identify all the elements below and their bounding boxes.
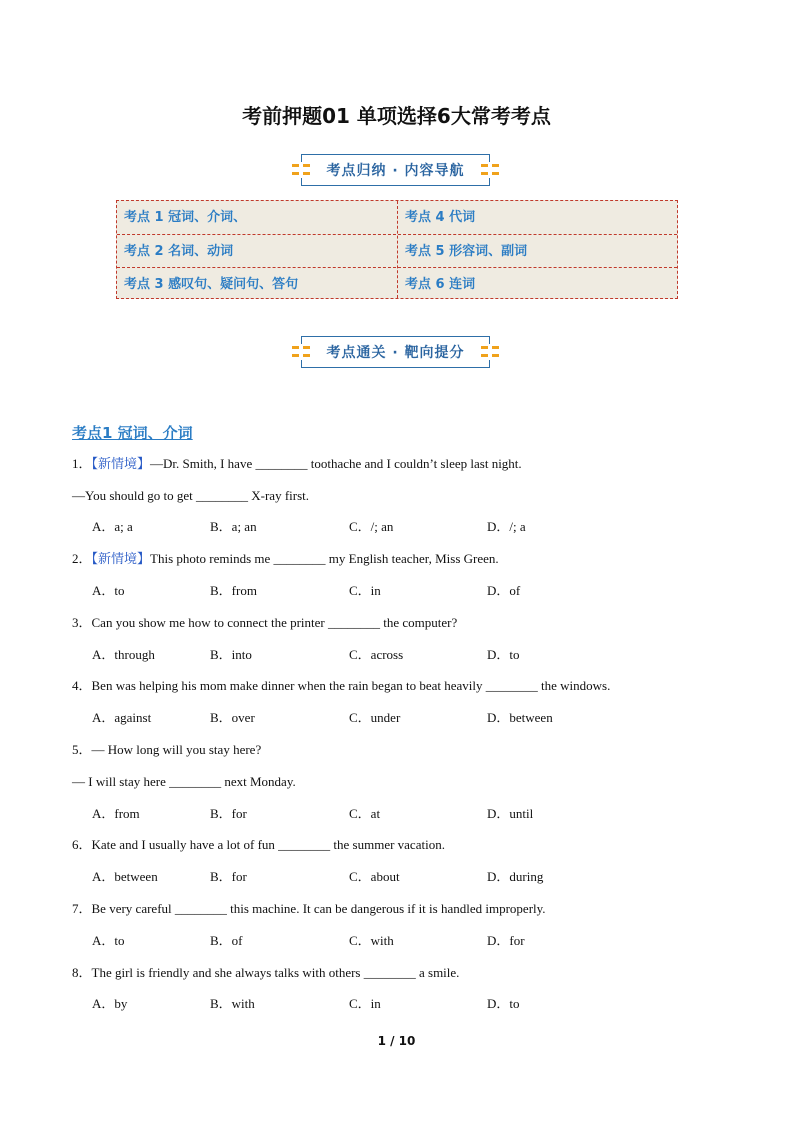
banner-label: 考点归纳 · 内容导航 (326, 163, 465, 179)
question-2-option-c[interactable]: C．in (349, 583, 381, 598)
question-8-option-c[interactable]: C．in (349, 996, 381, 1011)
question-5-stem: 5．— How long will you stay here? (72, 742, 262, 757)
banner-content-navigation (301, 154, 490, 186)
question-1-stem: 1．【新情境】—Dr. Smith, I have ________ toothache and I couldn’t sleep last night. (72, 456, 522, 471)
question-6-option-d[interactable]: D．during (487, 869, 544, 884)
banner-practice (301, 336, 490, 368)
question-7-option-c[interactable]: C．with (349, 933, 394, 948)
banner-decoration-icon (292, 344, 310, 360)
question-1-option-d[interactable]: D．/; a (487, 519, 526, 534)
topic-navigation-table (116, 200, 678, 299)
question-7-option-a[interactable]: A．to (92, 933, 125, 948)
question-6-option-c[interactable]: C．about (349, 869, 400, 884)
question-1-stem-line2: —You should go to get ________ X-ray first. (72, 488, 310, 503)
question-8-option-b[interactable]: B．with (210, 996, 255, 1011)
question-1-option-b[interactable]: B．a; an (210, 519, 257, 534)
question-8-option-a[interactable]: A．by (92, 996, 128, 1011)
nav-row (117, 234, 677, 268)
question-7-option-d[interactable]: D．for (487, 933, 525, 948)
question-3-option-c[interactable]: C．across (349, 647, 404, 662)
page-number: 1 / 10 (377, 1034, 416, 1048)
question-2-stem: 2．【新情境】This photo reminds me ________ my English teacher, Miss Green. (72, 551, 499, 566)
nav-item-topic-1[interactable]: 考点 1 冠词、介词、 (124, 210, 247, 225)
question-4-option-b[interactable]: B．over (210, 710, 255, 725)
page-title: 考前押题01 单项选择6大常考考点 (242, 104, 551, 128)
banner-decoration-icon (481, 162, 499, 178)
question-7-stem: 7．Be very careful ________ this machine. It can be dangerous if it is handled improperly. (72, 901, 546, 916)
question-4-option-a[interactable]: A．against (92, 710, 152, 725)
question-2-option-b[interactable]: B．from (210, 583, 257, 598)
question-5-option-a[interactable]: A．from (92, 806, 140, 821)
question-2-option-d[interactable]: D．of (487, 583, 521, 598)
nav-item-topic-2[interactable]: 考点 2 名词、动词 (124, 244, 234, 259)
nav-item-topic-3[interactable]: 考点 3 感叹句、疑问句、答句 (124, 277, 299, 292)
question-6-option-a[interactable]: A．between (92, 869, 158, 884)
banner-label: 考点通关 · 靶向提分 (326, 345, 465, 361)
question-4-option-d[interactable]: D．between (487, 710, 553, 725)
question-1-option-a[interactable]: A．a; a (92, 519, 133, 534)
nav-item-topic-6[interactable]: 考点 6 连词 (405, 277, 476, 292)
question-6-option-b[interactable]: B．for (210, 869, 247, 884)
nav-row (117, 267, 677, 301)
question-4-option-c[interactable]: C．under (349, 710, 401, 725)
question-5-option-d[interactable]: D．until (487, 806, 534, 821)
question-2-option-a[interactable]: A．to (92, 583, 125, 598)
question-5-option-b[interactable]: B．for (210, 806, 247, 821)
question-3-option-d[interactable]: D．to (487, 647, 520, 662)
question-7-option-b[interactable]: B．of (210, 933, 243, 948)
question-3-option-a[interactable]: A．through (92, 647, 155, 662)
question-1-option-c[interactable]: C．/; an (349, 519, 394, 534)
question-8-stem: 8．The girl is friendly and she always talks with others ________ a smile. (72, 965, 460, 980)
question-4-stem: 4．Ben was helping his mom make dinner when the rain began to beat heavily ________ the windows. (72, 678, 611, 693)
nav-item-topic-4[interactable]: 考点 4 代词 (405, 210, 476, 225)
nav-item-topic-5[interactable]: 考点 5 形容词、副词 (405, 244, 528, 259)
banner-decoration-icon (292, 162, 310, 178)
question-5-stem-line2: — I will stay here ________ next Monday. (72, 774, 296, 789)
nav-row (117, 201, 677, 234)
question-3-stem: 3．Can you show me how to connect the printer ________ the computer? (72, 615, 458, 630)
section-heading-topic-1[interactable]: 考点1 冠词、介词 (72, 424, 193, 442)
question-5-option-c[interactable]: C．at (349, 806, 381, 821)
question-6-stem: 6．Kate and I usually have a lot of fun ________ the summer vacation. (72, 837, 445, 852)
question-3-option-b[interactable]: B．into (210, 647, 252, 662)
banner-decoration-icon (481, 344, 499, 360)
question-8-option-d[interactable]: D．to (487, 996, 520, 1011)
